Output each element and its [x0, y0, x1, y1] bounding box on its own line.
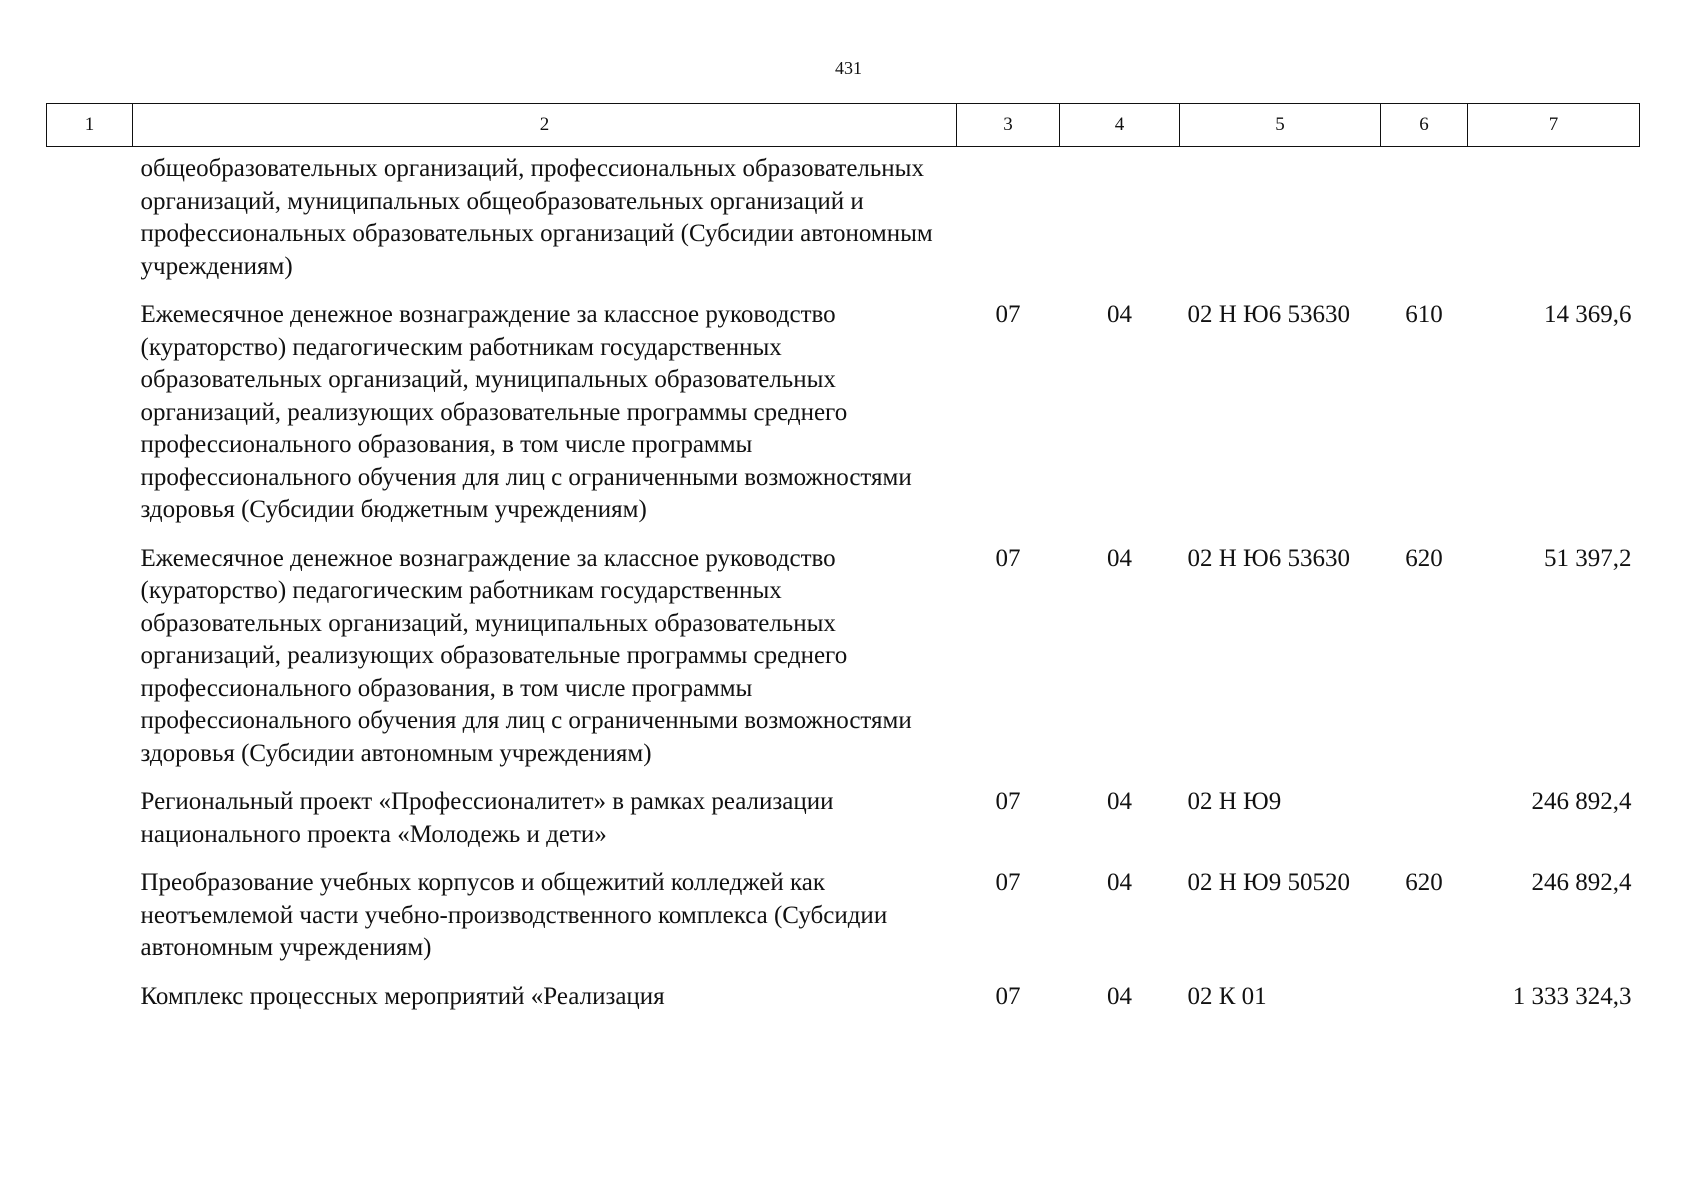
header-row	[47, 104, 1640, 147]
row-subsection: 04	[1107, 788, 1132, 815]
row-number	[47, 299, 133, 543]
row-target-article	[1180, 147, 1381, 300]
row-section: 07	[995, 869, 1021, 896]
row-subsection: 04	[1107, 982, 1132, 1010]
row-name: Ежемесячное денежное вознаграждение за классное руководство (кураторство) педагогическим работникам государственных образовательных организаций, муниципальных образовательных организаций, реализующих образовательные программы среднего профессионального образования, в том числе программы профессионального обучения для лиц с ограниченными возможностями здоровья (Субсидии автономным учреждениям)	[140, 544, 912, 767]
row-expense-type	[1381, 147, 1468, 300]
budget-table	[46, 103, 1640, 1029]
table-row	[47, 543, 1640, 787]
row-expense-type	[1381, 786, 1468, 867]
row-name: Преобразование учебных корпусов и общежитий колледжей как неотъемлемой части учебно-производственного комплекса (Субсидии автономным учреждениям)	[140, 869, 888, 961]
table-row	[47, 981, 1640, 1030]
table-row	[47, 299, 1640, 543]
row-sum: 51 397,2	[1544, 544, 1632, 572]
row-number	[47, 786, 133, 867]
row-subsection	[1060, 147, 1180, 300]
row-section: 07	[995, 544, 1021, 572]
row-section: 07	[995, 788, 1021, 815]
row-subsection: 04	[1107, 301, 1132, 328]
row-expense-type: 610	[1405, 301, 1443, 328]
row-sum: 1 333 324,3	[1512, 982, 1632, 1010]
row-target-article: 02 Н Ю6 53630	[1187, 544, 1350, 572]
header-col-4: 4	[1060, 104, 1180, 147]
row-number	[47, 981, 133, 1030]
row-sum: 246 892,4	[1531, 869, 1632, 896]
row-expense-type: 620	[1405, 869, 1443, 896]
row-name: общеобразовательных организаций, профессиональных образовательных организаций, муниципальных общеобразовательных организаций и профессиональных образовательных организаций (Субсидии автономным учреждениям)	[140, 155, 933, 280]
table-row	[47, 786, 1640, 867]
row-target-article: 02 Н Ю6 53630	[1187, 301, 1350, 328]
row-subsection: 04	[1107, 544, 1132, 572]
row-sum	[1468, 147, 1640, 300]
row-expense-type	[1381, 981, 1468, 1030]
row-target-article: 02 Н Ю9 50520	[1187, 869, 1350, 896]
header-col-7: 7	[1468, 104, 1640, 147]
row-number	[47, 867, 133, 981]
row-target-article: 02 К 01	[1187, 982, 1267, 1010]
table-row	[47, 867, 1640, 981]
header-col-1: 1	[47, 104, 133, 147]
header-col-2: 2	[133, 104, 957, 147]
row-sum: 246 892,4	[1531, 788, 1632, 815]
row-number	[47, 543, 133, 787]
header-col-6: 6	[1381, 104, 1468, 147]
header-col-5: 5	[1180, 104, 1381, 147]
row-section: 07	[995, 301, 1021, 328]
row-name: Ежемесячное денежное вознаграждение за классное руководство (кураторство) педагогическим работникам государственных образовательных организаций, муниципальных образовательных организаций, реализующих образовательные программы среднего профессионального образования, в том числе программы профессионального обучения для лиц с ограниченными возможностями здоровья (Субсидии бюджетным учреждениям)	[140, 301, 912, 523]
row-sum: 14 369,6	[1544, 301, 1632, 328]
page-number: 431	[835, 58, 862, 78]
row-name: Региональный проект «Профессионалитет» в рамках реализации национального проекта «Молодежь и дети»	[140, 788, 834, 848]
table-row	[47, 147, 1640, 300]
row-name: Комплекс процессных мероприятий «Реализация	[140, 982, 665, 1010]
header-col-3: 3	[957, 104, 1060, 147]
row-section: 07	[995, 982, 1021, 1010]
row-number	[47, 147, 133, 300]
row-subsection: 04	[1107, 869, 1132, 896]
row-expense-type: 620	[1405, 544, 1443, 572]
row-target-article: 02 Н Ю9	[1187, 788, 1282, 815]
row-section	[957, 147, 1060, 300]
